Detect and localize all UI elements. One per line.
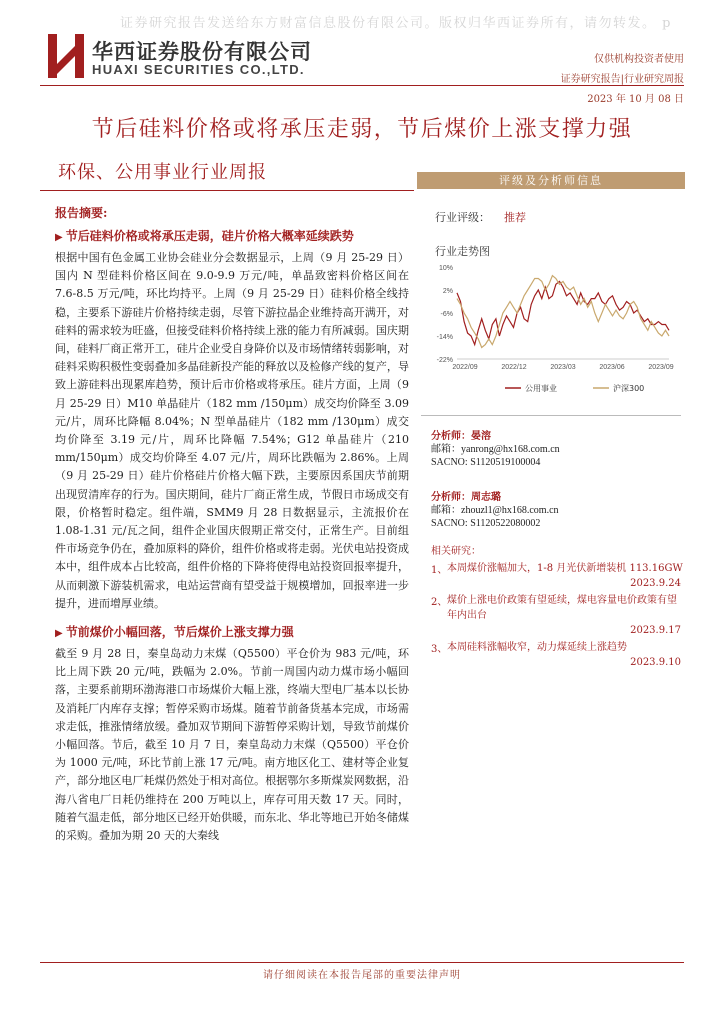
x-tick-label: 2023/06 xyxy=(599,364,625,371)
related-item-text[interactable]: 煤价上涨电价政策有望延续，煤电容量电价政策有望年内出台 xyxy=(447,595,677,621)
company-name-cn: 华西证券股份有限公司 xyxy=(92,40,312,64)
section1-body: 根据中国有色金属工业协会硅业分会数据显示，上周（9 月 25-29 日）国内 N 型硅料价格区间在 9.0-9.9 万元/吨，单晶致密料价格区间在 7.6-8.5 万元/吨，环比均持平。上周（9 月 25-29 日）硅料价格全线持稳，主要系下游硅片价格持续走弱，尽管下游拉晶企业维持高开满开，对硅料的需求较为旺盛，但接受硅料价格持续上涨的能力有所减弱。国庆期间，硅料厂商正常开工，硅片企业受自身降价以及市场情绪转弱影响，对硅料采购积极性变弱叠加多晶硅新投产能的释放以及检修产线的复产，导致上游硅料出现累库趋势，预计后市价格或将承压。硅片方面，上周（9 月 25-29 日）M10 单晶硅片（182 mm /150μm）成交均价降至 3.09 元/片，周环比降幅 8.04%；N 型单晶硅片（182 mm /130μm）成交均价降至 3.19 元/片，周环比降幅 7.54%；G12 单晶硅片（210 mm/150μm）成交均价降至 4.07 元/片，周环比跌幅为 2.86%。上周（9 月 25-29 日）硅片价格硅片价格大幅下跌，主要原因系国庆节前期出现贸清库存的行为。国庆期间，硅片厂商正常生成，节假日市场成交有限，价格暂时稳定。组件端，SMM9 月 28 日数据显示，主流报价在 1.08-1.31 元/瓦之间，组件企业国庆假期正常交付，正常生产。目前组件市场竞争仍在，叠加原料的降价，组件价格或将走弱。光伏电站投资成本中，组件成本占比较高，组件价格的下降将使得电站投资回报率提升，从而刺激下游装机需求，电站运营商有望受益于规模增加，回报率进一步提升，进而增厚业绩。 xyxy=(55,251,409,610)
related-item[interactable] xyxy=(431,593,685,636)
analyst-2 xyxy=(431,491,685,530)
related-item[interactable] xyxy=(431,640,685,668)
industry-trend-chart xyxy=(427,261,677,411)
abstract-label: 报告摘要: xyxy=(55,206,108,220)
company-name-en: HUAXI SECURITIES CO.,LTD. xyxy=(92,62,305,77)
x-tick-label: 2023/09 xyxy=(648,364,674,371)
analyst-2-sac-label: SACNO: xyxy=(431,518,468,529)
chart-title: 行业走势图 xyxy=(435,245,490,258)
y-tick-label: -6% xyxy=(440,311,453,318)
section1-heading-text: 节后硅料价格或将承压走弱，硅片价格大概率延续跌势 xyxy=(65,229,354,243)
footer-divider xyxy=(40,962,684,963)
x-tick-label: 2023/03 xyxy=(550,364,576,371)
related-item-index: 2、 xyxy=(431,597,448,608)
analyst-1-email-label: 邮箱： xyxy=(431,444,461,455)
related-item-date: 2023.9.17 xyxy=(630,625,681,636)
y-tick-label: 10% xyxy=(438,265,453,272)
analyst-2-name: 周志璐 xyxy=(471,492,501,503)
analyst-1-sac-label: SACNO: xyxy=(431,457,468,468)
analyst-2-label: 分析师： xyxy=(431,492,471,503)
analyst-1 xyxy=(431,430,685,469)
analyst-1-sac: S1120519100004 xyxy=(470,457,541,468)
analyst-2-email[interactable]: zhouzl1@hx168.com.cn xyxy=(461,505,559,516)
analyst-1-label: 分析师： xyxy=(431,431,471,442)
related-item-date: 2023.9.10 xyxy=(630,657,681,668)
industry-rating xyxy=(435,209,685,225)
abstract-column xyxy=(55,204,409,845)
rating-value: 推荐 xyxy=(504,211,526,224)
section2-heading-text: 节前煤价小幅回落，节后煤价上涨支撑力强 xyxy=(65,625,294,640)
footer-disclaimer: 请仔细阅读在本报告尾部的重要法律声明 xyxy=(263,970,461,981)
analyst-2-email-label: 邮箱： xyxy=(431,505,461,516)
report-title: 节后硅料价格或将承压走弱，节后煤价上涨支撑力强 xyxy=(91,117,633,142)
y-tick-label: -22% xyxy=(436,357,453,364)
huaxi-logo-icon xyxy=(48,34,84,78)
series-line-1 xyxy=(457,281,669,344)
y-tick-label: 2% xyxy=(442,288,453,295)
related-item-date: 2023.9.24 xyxy=(630,578,681,589)
related-item-index: 3、 xyxy=(431,644,448,655)
legend-label: 沪深300 xyxy=(613,384,645,393)
related-item[interactable] xyxy=(431,561,685,589)
report-type: 证券研究报告|行业研究周报 xyxy=(560,74,684,85)
header-divider xyxy=(40,85,684,86)
related-item-text[interactable]: 本周煤价涨幅加大，1-8 月光伏新增装机 113.16GW xyxy=(447,563,683,574)
legend-label: 公用事业 xyxy=(525,384,557,393)
x-tick-label: 2022/09 xyxy=(452,364,478,371)
sidebar xyxy=(417,172,685,668)
x-tick-label: 2022/12 xyxy=(501,364,527,371)
y-tick-label: -14% xyxy=(436,334,453,341)
related-heading: 相关研究： xyxy=(431,546,481,557)
audience-note: 仅供机构投资者使用 xyxy=(594,54,684,65)
analyst-2-sac: S1120522080002 xyxy=(470,518,541,529)
trend-chart-svg xyxy=(427,261,677,411)
section1-heading xyxy=(55,227,409,247)
report-subtitle: 环保、公用事业行业周报 xyxy=(58,162,267,183)
report-date: 2023 年 10 月 08 日 xyxy=(587,94,684,105)
triangle-bullet-icon: ▶ xyxy=(55,232,63,243)
triangle-bullet-icon: ▶ xyxy=(55,628,63,640)
rating-header: 评级及分析师信息 xyxy=(417,172,685,189)
analyst-1-name: 晏溶 xyxy=(471,431,491,442)
sidebar-divider xyxy=(421,415,681,416)
section2-heading xyxy=(55,623,409,643)
related-item-text[interactable]: 本周硅料涨幅收窄，动力煤延续上涨趋势 xyxy=(447,642,627,653)
analyst-1-email[interactable]: yanrong@hx168.com.cn xyxy=(461,444,560,455)
rating-label: 行业评级： xyxy=(435,211,490,224)
section2-body: 截至 9 月 28 日，秦皇岛动力末煤（Q5500）平仓价为 983 元/吨，环比上周下跌 20 元/吨，跌幅为 2.0%。节前一周国内动力煤市场小幅回落，主要系前期环渤海港口市场煤价大幅上涨，终端大型电厂基本以长协及消耗厂内库存支撑；暂停采购市场煤。随着节前备货基本完成，市场需求走低，推涨情绪放缓。叠加双节期间下游暂停采购计划，导致节前煤价小幅回落。节后，截至 10 月 7 日，秦皇岛动力末煤（Q5500）平仓价为 1000 元/吨，环比节前上涨 17 元/吨。南方地区化工、建材等企业复产，部分地区电厂耗煤仍然处于相对高位。根据鄂尔多斯煤炭网数据，沿海八省电厂日耗仍维持在 200 万吨以上，库存可用天数 17 天。同时，随着气温走低，部分地区已经开始供暖，而东北、华北等地已开始冬储煤的采购。叠加为期 20 天的大秦线 xyxy=(55,647,409,843)
related-research xyxy=(431,542,685,668)
subtitle-divider xyxy=(40,190,414,191)
related-item-index: 1、 xyxy=(431,565,448,576)
watermark-text: 证券研究报告发送给东方财富信息股份有限公司。版权归华西证券所有，请勿转发。 p xyxy=(120,16,672,31)
